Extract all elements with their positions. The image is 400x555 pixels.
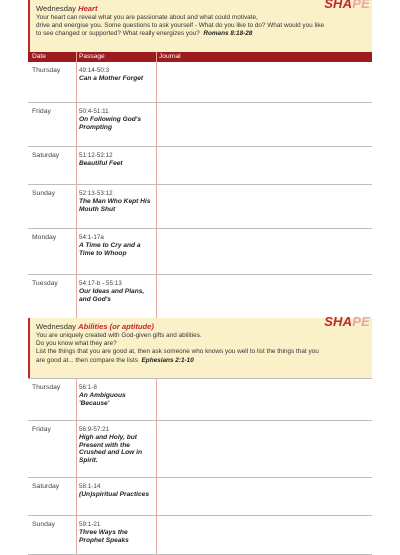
section-title: Wednesday Abilities (or aptitude)	[36, 322, 154, 331]
table-row: Saturday 51:12-52:12 Beautiful Feet	[28, 147, 372, 185]
section-body: Your heart can reveal what you are passionate about and what could motivate, drive and energise you. Some questions to ask yourself - What do you like to do? What would you like to see changed or supported? What really energizes you? Romans 8:18-28	[36, 14, 325, 38]
reading-plan-page	[28, 0, 372, 555]
col-journal: Journal	[156, 52, 372, 62]
section-body: You are uniquely created with God-given gifts and abilities. Do you know what they are? List the things that you are good at, then ask someone who knows you well to list the things that you are good at... then compare the lists Ephesians 2:1-10	[36, 332, 319, 364]
section-topic: Heart	[78, 4, 98, 13]
journal-cell[interactable]	[156, 185, 372, 228]
journal-cell[interactable]	[156, 379, 372, 420]
table-row: Sunday 52:13-53:12 The Man Who Kept His Mouth Shut	[28, 185, 372, 229]
shape-logo: SHAPE	[324, 0, 370, 11]
table-row: Tuesday 54:17-b - 55:13 Our Ideas and Plans, and God's	[28, 275, 372, 318]
scripture-reference: Romans 8:18-28	[203, 30, 253, 38]
section-heart-header	[28, 0, 372, 52]
table-row: Friday 56:9-57:21 High and Holy, but Present with the Crushed and Low in Spirit.	[28, 421, 372, 478]
table-row: Friday 50:4-51:11 On Following God's Prompting	[28, 103, 372, 147]
table-header	[28, 52, 372, 62]
journal-cell[interactable]	[156, 147, 372, 184]
journal-cell[interactable]	[156, 516, 372, 554]
table-row: Saturday 58:1-14 (Un)spiritual Practices	[28, 478, 372, 516]
journal-cell[interactable]	[156, 229, 372, 274]
journal-cell[interactable]	[156, 275, 372, 318]
table-row: Monday 54:1-17a A Time to Cry and a Time to Whoop	[28, 229, 372, 275]
journal-cell[interactable]	[156, 421, 372, 477]
section-day: Wednesday	[36, 4, 76, 13]
col-passage: Passage	[76, 52, 156, 62]
table-row: Thursday 56:1-8 An Ambiguous 'Because'	[28, 378, 372, 421]
scripture-reference: Ephesians 2:1-10	[141, 356, 194, 364]
journal-cell[interactable]	[156, 62, 372, 102]
section-title	[36, 3, 367, 14]
section-abilities-header	[28, 314, 372, 378]
section-topic: Abilities	[78, 322, 108, 331]
shape-logo: SHAPE	[324, 314, 370, 329]
section-day: Wednesday	[36, 322, 76, 331]
col-date: Date	[32, 53, 46, 60]
journal-cell[interactable]	[156, 478, 372, 515]
journal-cell[interactable]	[156, 103, 372, 146]
table-row: Thursday 49:14-50:3 Can a Mother Forget	[28, 62, 372, 103]
table-row: Sunday 59:1-21 Three Ways the Prophet Speaks	[28, 516, 372, 555]
